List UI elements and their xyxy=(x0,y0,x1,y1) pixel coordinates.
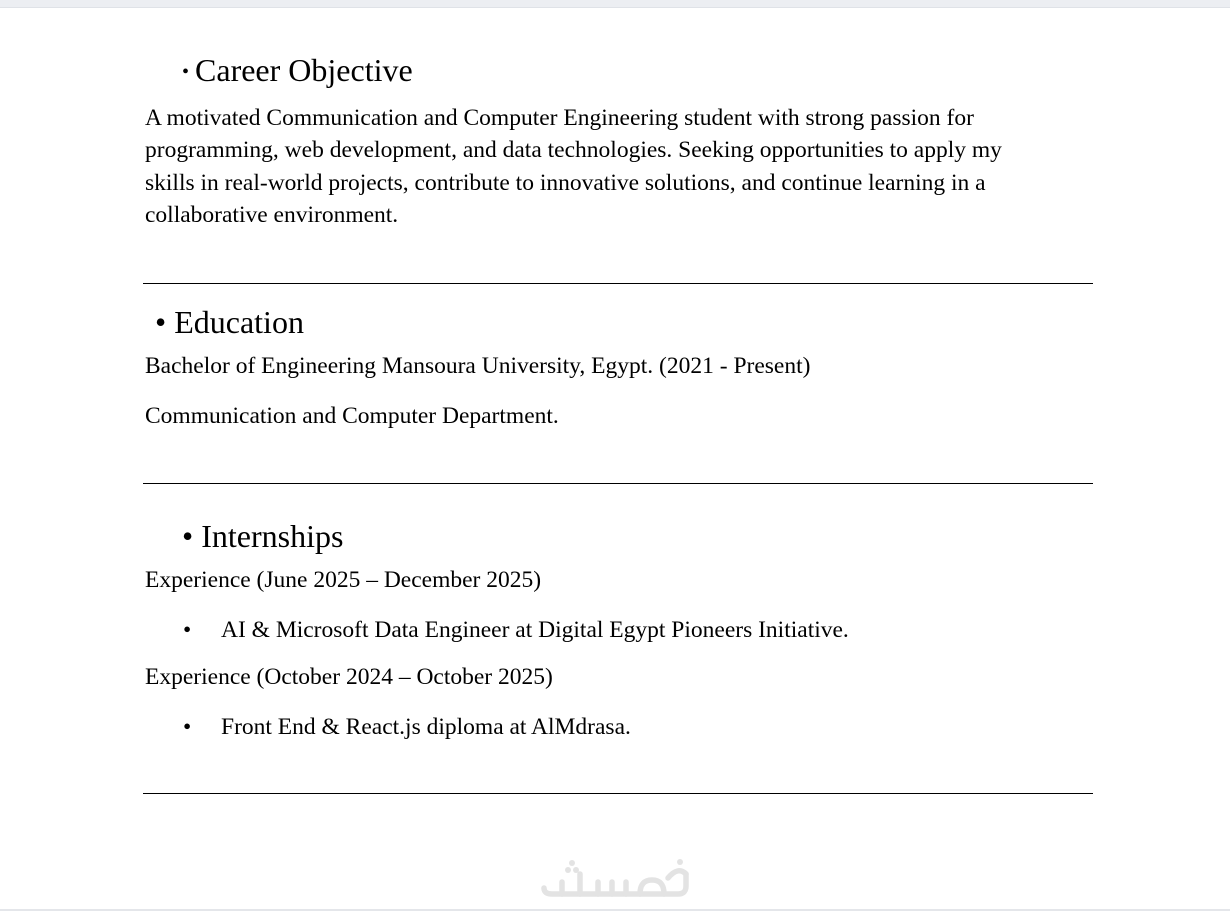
internship-item-text: AI & Microsoft Data Engineer at Digital Egypt Pioneers Initiative. xyxy=(221,617,849,643)
internship-period: Experience (June 2025 – December 2025) xyxy=(145,567,542,593)
section-divider xyxy=(143,793,1093,794)
heading-bullet: • xyxy=(182,61,190,83)
career-objective-line: skills in real-world projects, contribute to innovative solutions, and continue learning in a xyxy=(145,169,986,196)
internship-item-text: Front End & React.js diploma at AlMdrasa. xyxy=(221,714,631,740)
list-bullet: • xyxy=(183,617,192,643)
career-objective-text xyxy=(145,102,1002,231)
section-divider xyxy=(143,283,1093,284)
internship-item xyxy=(183,616,849,644)
section-divider xyxy=(143,483,1093,484)
education-department: Communication and Computer Department. xyxy=(145,403,559,429)
education-heading xyxy=(155,304,304,340)
career-objective-heading xyxy=(182,52,413,90)
browser-top-bar xyxy=(0,0,1230,8)
internship-period: Experience (October 2024 – October 2025) xyxy=(145,664,553,690)
internship-item xyxy=(183,713,631,741)
education-title: Education xyxy=(174,304,304,340)
career-objective-line: collaborative environment. xyxy=(145,201,399,228)
heading-bullet: • xyxy=(155,304,167,340)
khamsat-watermark-logo xyxy=(540,856,690,900)
internships-title: Internships xyxy=(201,518,344,554)
heading-bullet: • xyxy=(182,518,194,554)
internships-heading xyxy=(182,518,343,554)
career-objective-title: Career Objective xyxy=(195,52,413,88)
career-objective-line: A motivated Communication and Computer Engineering student with strong passion for xyxy=(145,105,974,131)
education-degree: Bachelor of Engineering Mansoura University, Egypt. (2021 - Present) xyxy=(145,353,811,379)
career-objective-line: programming, web development, and data technologies. Seeking opportunities to apply my xyxy=(145,137,1002,164)
list-bullet: • xyxy=(183,714,192,740)
